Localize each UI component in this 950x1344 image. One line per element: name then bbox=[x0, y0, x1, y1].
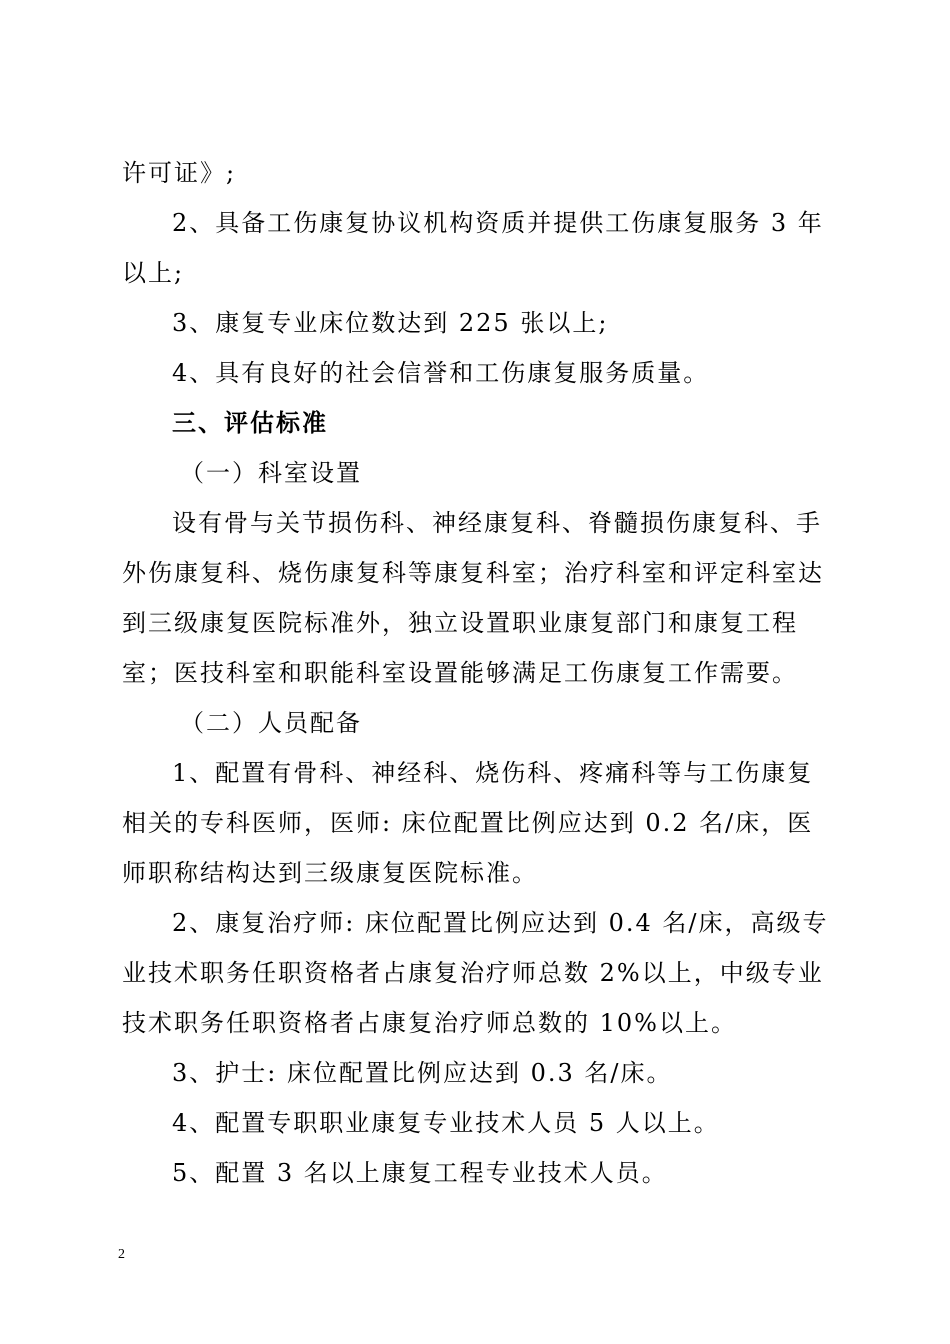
subsection-heading-staffing: （二）人员配备 bbox=[180, 709, 362, 737]
paragraph-staffing-1: 1、配置有骨科、神经科、烧伤科、疼痛科等与工伤康复相关的专科医师，医师: 床位配置比例应达到 0.2 名/床，医师职称结构达到三级康复医院标准。 bbox=[122, 759, 814, 887]
paragraph-staffing-5: 5、配置 3 名以上康复工程专业技术人员。 bbox=[172, 1159, 668, 1187]
subsection-heading-department-setup: （一）科室设置 bbox=[180, 459, 362, 487]
paragraph-staffing-4: 4、配置专职职业康复专业技术人员 5 人以上。 bbox=[172, 1109, 720, 1137]
paragraph-item-2: 2、具备工伤康复协议机构资质并提供工伤康复服务 3 年以上; bbox=[122, 209, 824, 287]
paragraph-staffing-3: 3、护士: 床位配置比例应达到 0.3 名/床。 bbox=[172, 1059, 673, 1087]
paragraph-item-3: 3、康复专业床位数达到 225 张以上; bbox=[172, 309, 609, 337]
paragraph-staffing-2: 2、康复治疗师: 床位配置比例应达到 0.4 名/床，高级专业技术职务任职资格者占康复治疗师总数 2%以上，中级专业技术职务任职资格者占康复治疗师总数的 10%以上。 bbox=[122, 909, 829, 1037]
paragraph-department-setup: 设有骨与关节损伤科、神经康复科、脊髓损伤康复科、手外伤康复科、烧伤康复科等康复科室；治疗科室和评定科室达到三级康复医院标准外，独立设置职业康复部门和康复工程室；医技科室和职能科室设置能够满足工伤康复工作需要。 bbox=[122, 509, 824, 687]
paragraph-continuation: 许可证》; bbox=[122, 159, 237, 187]
paragraph-item-4: 4、具有良好的社会信誉和工伤康复服务质量。 bbox=[172, 359, 710, 387]
section-heading-evaluation-standard: 三、评估标准 bbox=[172, 408, 328, 437]
document-body bbox=[122, 148, 830, 1198]
page-number: 2 bbox=[118, 1247, 125, 1262]
